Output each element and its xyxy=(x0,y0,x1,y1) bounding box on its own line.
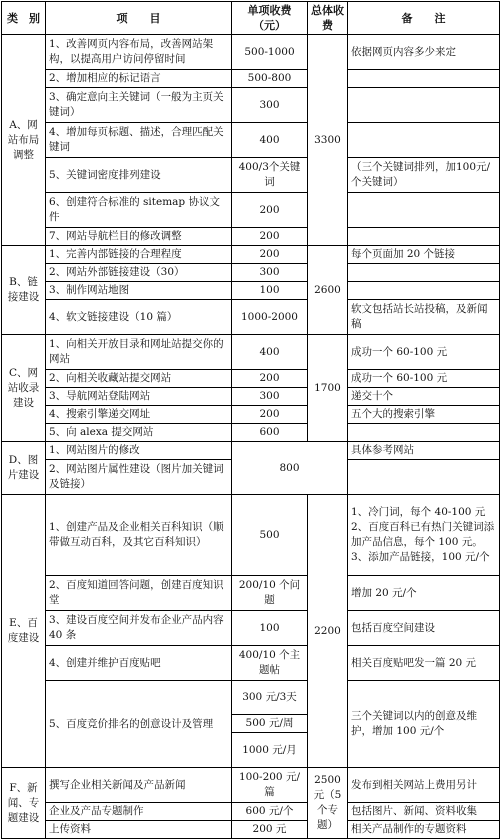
price-cell: 600 元/个 xyxy=(232,803,308,821)
category-a: A、网站布局调整 xyxy=(2,35,46,246)
note-cell xyxy=(348,88,500,123)
category-c: C、网站收录建设 xyxy=(2,335,46,442)
item-cell: 5、关键词密度排列建设 xyxy=(46,158,232,193)
pricing-table xyxy=(1,1,500,839)
price-cell: 400/10 个主题帖 xyxy=(232,646,308,681)
price-cell: 100 xyxy=(232,611,308,646)
note-cell: 软文包括站长站投稿，及新闻稿 xyxy=(348,300,500,335)
table-row xyxy=(2,576,500,611)
item-cell: 3、制作网站地图 xyxy=(46,282,232,300)
item-cell: 2、增加相应的标记语言 xyxy=(46,70,232,88)
note-cell: 相关百度贴吧发一篇 20 元 xyxy=(348,646,500,681)
table-row xyxy=(2,193,500,228)
total-e: 2200 xyxy=(308,495,348,768)
table-row xyxy=(2,821,500,839)
note-cell xyxy=(348,264,500,282)
note-cell: 发布到相关网站上费用另计 xyxy=(348,768,500,803)
item-cell: 2、百度知道回答问题，创建百度知识堂 xyxy=(46,576,232,611)
table-row xyxy=(2,681,500,715)
item-cell: 1、向相关开放目录和网址站提交你的网站 xyxy=(46,335,232,370)
total-a: 3300 xyxy=(308,35,348,246)
item-cell: 7、网站导航栏目的修改调整 xyxy=(46,228,232,246)
table-row xyxy=(2,246,500,264)
item-cell: 2、网站图片属性建设（图片加关键词及链接） xyxy=(46,460,232,495)
price-cell: 200 xyxy=(232,370,308,388)
item-cell: 1、网站图片的修改 xyxy=(46,442,232,460)
note-cell xyxy=(348,123,500,158)
note-cell xyxy=(348,228,500,246)
table-row xyxy=(2,282,500,300)
item-cell: 1、完善内部链接的合理程度 xyxy=(46,246,232,264)
item-cell: 3、导航网站登陆网站 xyxy=(46,388,232,406)
price-cell: 200 xyxy=(232,246,308,264)
note-cell: 三个关键词以内的创意及维护，增加 100 元/个 xyxy=(348,681,500,768)
price-cell: 200/10 个问题 xyxy=(232,576,308,611)
note-cell: 成功一个 60-100 元 xyxy=(348,370,500,388)
item-cell: 5、向 alexa 提交网站 xyxy=(46,424,232,442)
price-cell: 400 xyxy=(232,123,308,158)
item-cell: 4、软文链接建设（10 篇） xyxy=(46,300,232,335)
price-cell: 400 xyxy=(232,335,308,370)
price-cell: 300 xyxy=(232,88,308,123)
item-cell: 4、增加每页标题、描述，合理匹配关键词 xyxy=(46,123,232,158)
price-cell: 400/3个关键词 xyxy=(232,158,308,193)
table-row xyxy=(2,768,500,803)
note-cell: 成功一个 60-100 元 xyxy=(348,335,500,370)
note-cell: 具体参考网站 xyxy=(348,442,500,460)
header-category: 类 别 xyxy=(2,2,46,35)
price-cell: 500-800 xyxy=(232,70,308,88)
table-row xyxy=(2,300,500,335)
price-cell: 300 xyxy=(232,388,308,406)
table-row xyxy=(2,406,500,424)
note-cell: 每个页面加 20 个链接 xyxy=(348,246,500,264)
table-row xyxy=(2,370,500,388)
total-c: 1700 xyxy=(308,335,348,442)
item-cell: 4、搜索引擎递交网址 xyxy=(46,406,232,424)
header-note: 备 注 xyxy=(348,2,500,35)
note-cell: 1、冷门词，每个 40-100 元 2、百度百科已有热门关键词添加产品信息，每个 100 元。3、添加产品链接，100 元/个 xyxy=(348,495,500,576)
table-row xyxy=(2,442,500,460)
total-d: 800 xyxy=(232,442,348,495)
price-cell: 500 xyxy=(232,495,308,576)
table-row xyxy=(2,70,500,88)
table-row xyxy=(2,88,500,123)
item-cell: 2、向相关收藏站提交网站 xyxy=(46,370,232,388)
note-cell xyxy=(348,424,500,442)
price-cell: 500 元/周 xyxy=(232,715,308,733)
table-row xyxy=(2,228,500,246)
table-row xyxy=(2,388,500,406)
note-cell xyxy=(348,460,500,495)
category-e: E、百度建设 xyxy=(2,495,46,768)
header-total: 总体收费 xyxy=(308,2,348,35)
table-row xyxy=(2,803,500,821)
price-cell: 1000-2000 xyxy=(232,300,308,335)
category-d: D、图片建设 xyxy=(2,442,46,495)
item-cell: 4、创建并维护百度贴吧 xyxy=(46,646,232,681)
item-cell: 3、确定意向主关键词（一般为主页关键词） xyxy=(46,88,232,123)
total-f: 2500 元（5 个专题） xyxy=(308,768,348,839)
note-cell: 包括图片、新闻、资料收集 xyxy=(348,803,500,821)
table-row xyxy=(2,123,500,158)
note-cell: （三个关键词排列，加100元/个关键词） xyxy=(348,158,500,193)
category-f: F、新闻、专题建设 xyxy=(2,768,46,839)
header-item: 项 目 xyxy=(46,2,232,35)
price-cell: 300 元/3天 xyxy=(232,681,308,715)
table-row xyxy=(2,264,500,282)
item-cell: 撰写企业相关新闻及产品新闻 xyxy=(46,768,232,803)
table-row xyxy=(2,158,500,193)
table-row xyxy=(2,495,500,576)
item-cell: 6、创建符合标准的 sitemap 协议文件 xyxy=(46,193,232,228)
note-cell: 五个大的搜索引擎 xyxy=(348,406,500,424)
header-unit-price: 单项收费（元） xyxy=(232,2,308,35)
item-cell: 5、百度竞价排名的创意设计及管理 xyxy=(46,681,232,768)
price-cell: 100 xyxy=(232,282,308,300)
note-cell xyxy=(348,193,500,228)
item-cell: 3、建设百度空间并发布企业产品内容 40 条 xyxy=(46,611,232,646)
note-cell xyxy=(348,282,500,300)
item-cell: 2、网站外部链接建设（30） xyxy=(46,264,232,282)
price-cell: 200 xyxy=(232,406,308,424)
table-row xyxy=(2,424,500,442)
note-cell: 增加 20 元/个 xyxy=(348,576,500,611)
price-cell: 200 xyxy=(232,193,308,228)
note-cell: 递交十个 xyxy=(348,388,500,406)
item-cell: 1、创建产品及企业相关百科知识（顺带做互动百科，及其它百科知识） xyxy=(46,495,232,576)
category-b: B、链接建设 xyxy=(2,246,46,335)
note-cell: 相关产品制作的专题资料 xyxy=(348,821,500,839)
price-cell: 200 元 xyxy=(232,821,308,839)
table-row xyxy=(2,35,500,70)
price-cell: 600 xyxy=(232,424,308,442)
price-cell: 1000 元/月 xyxy=(232,733,308,768)
price-cell: 200 xyxy=(232,228,308,246)
note-cell xyxy=(348,70,500,88)
header-row xyxy=(2,2,500,35)
table-row xyxy=(2,611,500,646)
price-cell: 300 xyxy=(232,264,308,282)
table-row xyxy=(2,646,500,681)
note-cell: 依据网页内容多少来定 xyxy=(348,35,500,70)
item-cell: 上传资料 xyxy=(46,821,232,839)
note-cell: 包括百度空间建设 xyxy=(348,611,500,646)
total-b: 2600 xyxy=(308,246,348,335)
item-cell: 1、改善网页内容布局，改善网站架构，以提高用户访问停留时间 xyxy=(46,35,232,70)
item-cell: 企业及产品专题制作 xyxy=(46,803,232,821)
price-cell: 500-1000 xyxy=(232,35,308,70)
price-cell: 100-200 元/篇 xyxy=(232,768,308,803)
table-row xyxy=(2,335,500,370)
